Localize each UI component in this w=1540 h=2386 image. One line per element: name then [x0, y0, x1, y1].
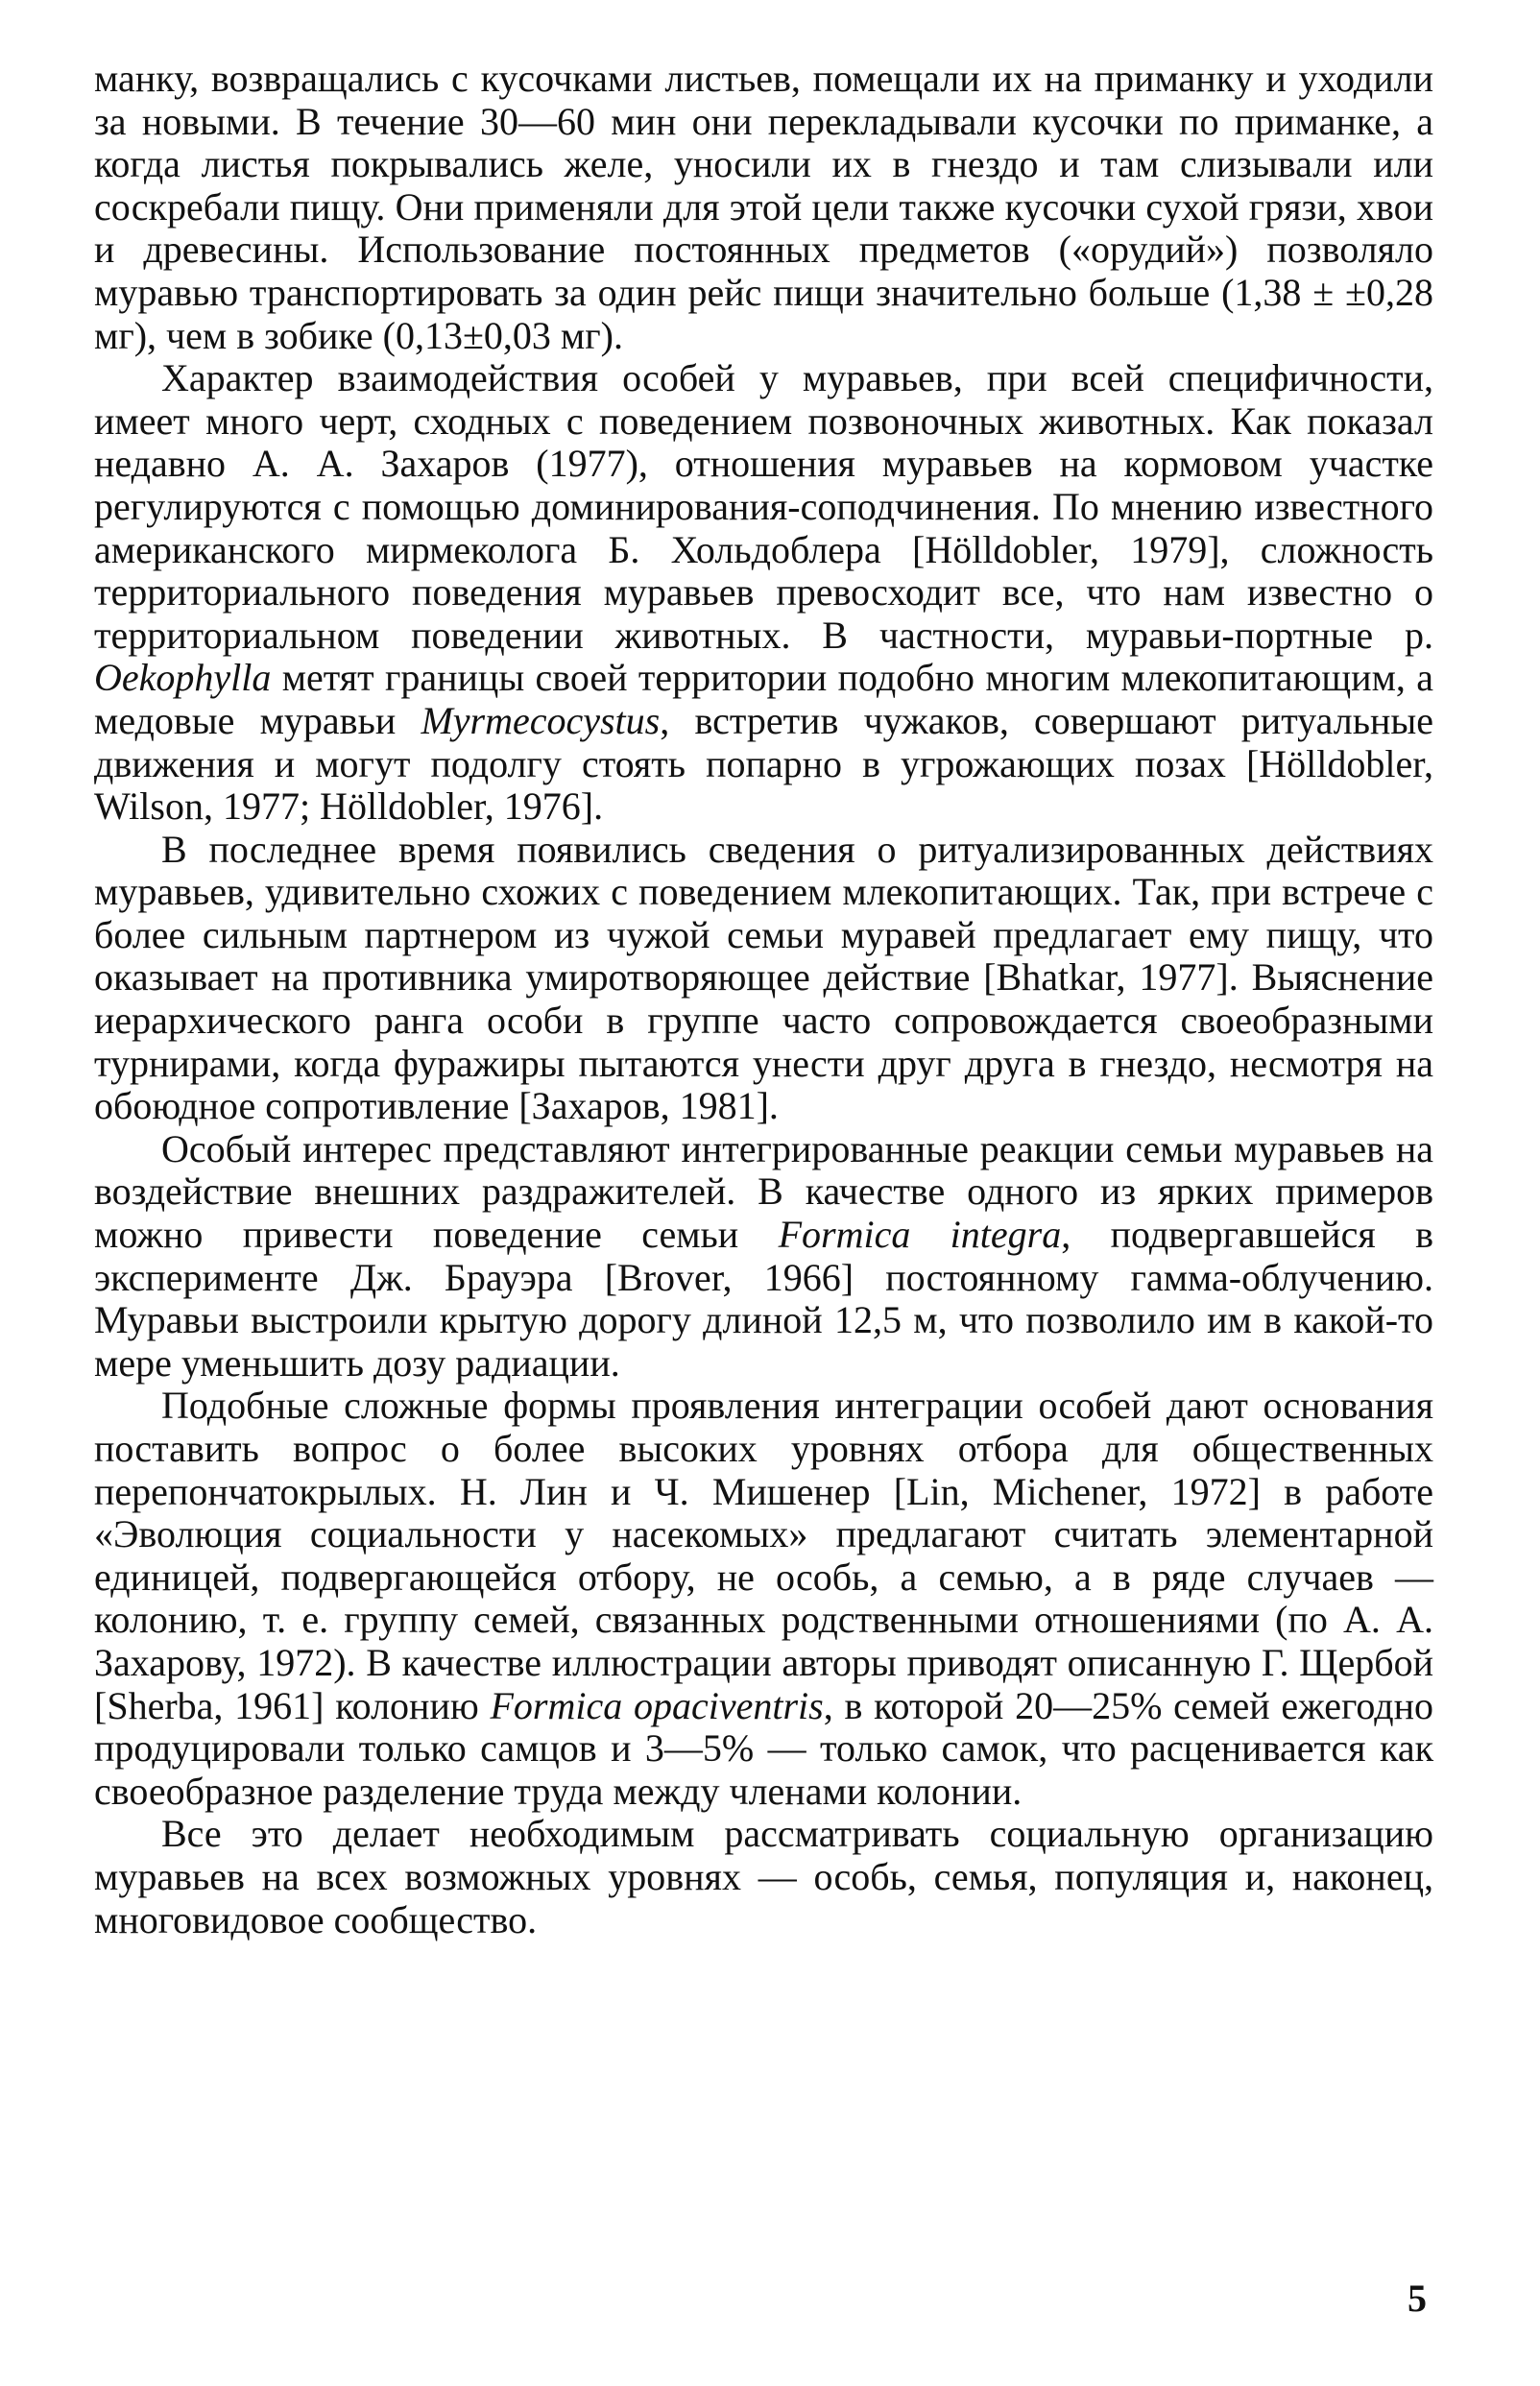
paragraph-2	[94, 357, 1433, 829]
paragraph-4	[94, 1128, 1433, 1386]
paragraph-5	[94, 1385, 1433, 1813]
species-formica-opaciventris: Formica opaciventris	[490, 1683, 824, 1727]
paragraph-2-text-a: Характер взаимодействия особей у муравьев, при всей специфичности, имеет много черт, сходных с поведением позвоночных животных. Как показал недавно А. А. Захаров (1977), отношения муравьев на кормовом участке регулируются с помощью доминирования-соподчинения. По мнению известного американского мирмеколога Б. Хольдоблера [Hölldobler, 1979], сложность территориального поведения муравьев превосходит все, что нам известно о территориальном поведении животных. В частности, муравьи-портные р.	[94, 356, 1433, 657]
page-body	[94, 58, 1433, 1941]
paragraph-5-text-a: Подобные сложные формы проявления интеграции особей дают основания поставить вопрос о более высоких уровнях отбора для общественных перепончатокрылых. Н. Лин и Ч. Мишенер [Lin, Michener, 1972] в работе «Эволюция социальности у насекомых» предлагают считать элементарной единицей, подвергающейся отбору, не особь, а семью, а в ряде случаев — колонию, т. е. группу семей, связанных родственными отношениями (по А. А. Захарову, 1972). В качестве иллюстрации авторы приводят описанную Г. Щербой [Sherba, 1961] колонию	[94, 1384, 1433, 1727]
paragraph-5-text-b: , в которой 20—25% семей ежегодно продуцировали только самцов и 3—5% — только самок, что расценивается как своеобразное разделение труда между членами колонии.	[94, 1683, 1433, 1813]
paragraph-3	[94, 829, 1433, 1128]
paragraph-6	[94, 1813, 1433, 1941]
paragraph-2-text-b: метят границы своей территории подобно многим млекопитающим, а медовые муравьи	[94, 656, 1433, 742]
paragraph-3-text: В последнее время появились сведения о ритуализированных действиях муравьев, удивительно схожих с поведением млекопитающих. Так, при встрече с более сильным партнером из чужой семьи муравей предлагает ему пищу, что оказывает на противника умиротворяющее действие [Bhatkar, 1977]. Выяснение иерархического ранга особи в группе часто сопровождается своеобразными турнирами, когда фуражиры пытаются унести друг друга в гнездо, несмотря на обоюдное сопротивление [Захаров, 1981].	[94, 827, 1433, 1128]
page-number: 5	[1408, 2277, 1427, 2320]
paragraph-1	[94, 58, 1433, 357]
paragraph-1-text: манку, возвращались с кусочками листьев, помещали их на приманку и уходили за новыми. В течение 30—60 мин они перекладывали кусочки по приманке, а когда листья покрывались желе, уносили их в гнездо и там слизывали или соскребали пищу. Они применяли для этой цели также кусочки сухой грязи, хвои и древесины. Использование постоянных предметов («орудий») позволяло муравью транспортировать за один рейс пищи значительно больше (1,38 ± ±0,28 мг), чем в зобике (0,13±0,03 мг).	[94, 57, 1433, 357]
genus-myrmecocystus: Myrmecocystus	[421, 698, 661, 742]
paragraph-2-text-c: , встретив чужаков, совершают ритуальные движения и могут подолгу стоять попарно в угрожающих позах [Hölldobler, Wilson, 1977; Hölldobler, 1976].	[94, 698, 1433, 829]
genus-oekophylla: Oekophylla	[94, 656, 272, 700]
paragraph-4-text-a: Особый интерес представляют интегрированные реакции семьи муравьев на воздействие внешних раздражителей. В качестве одного из ярких примеров можно привести поведение семьи	[94, 1126, 1433, 1257]
species-formica-integra: Formica integra	[778, 1213, 1062, 1257]
paragraph-4-text-b: , подвергавшейся в эксперименте Дж. Брауэра [Brover, 1966] постоянному гамма-облучению. Муравьи выстроили крытую дорогу длиной 12,5 м, что позволило им в какой-то мере уменьшить дозу радиации.	[94, 1213, 1433, 1385]
paragraph-6-text: Все это делает необходимым рассматривать социальную организацию муравьев на всех возможных уровнях — особь, семья, популяция и, наконец, многовидовое сообщество.	[94, 1812, 1433, 1941]
